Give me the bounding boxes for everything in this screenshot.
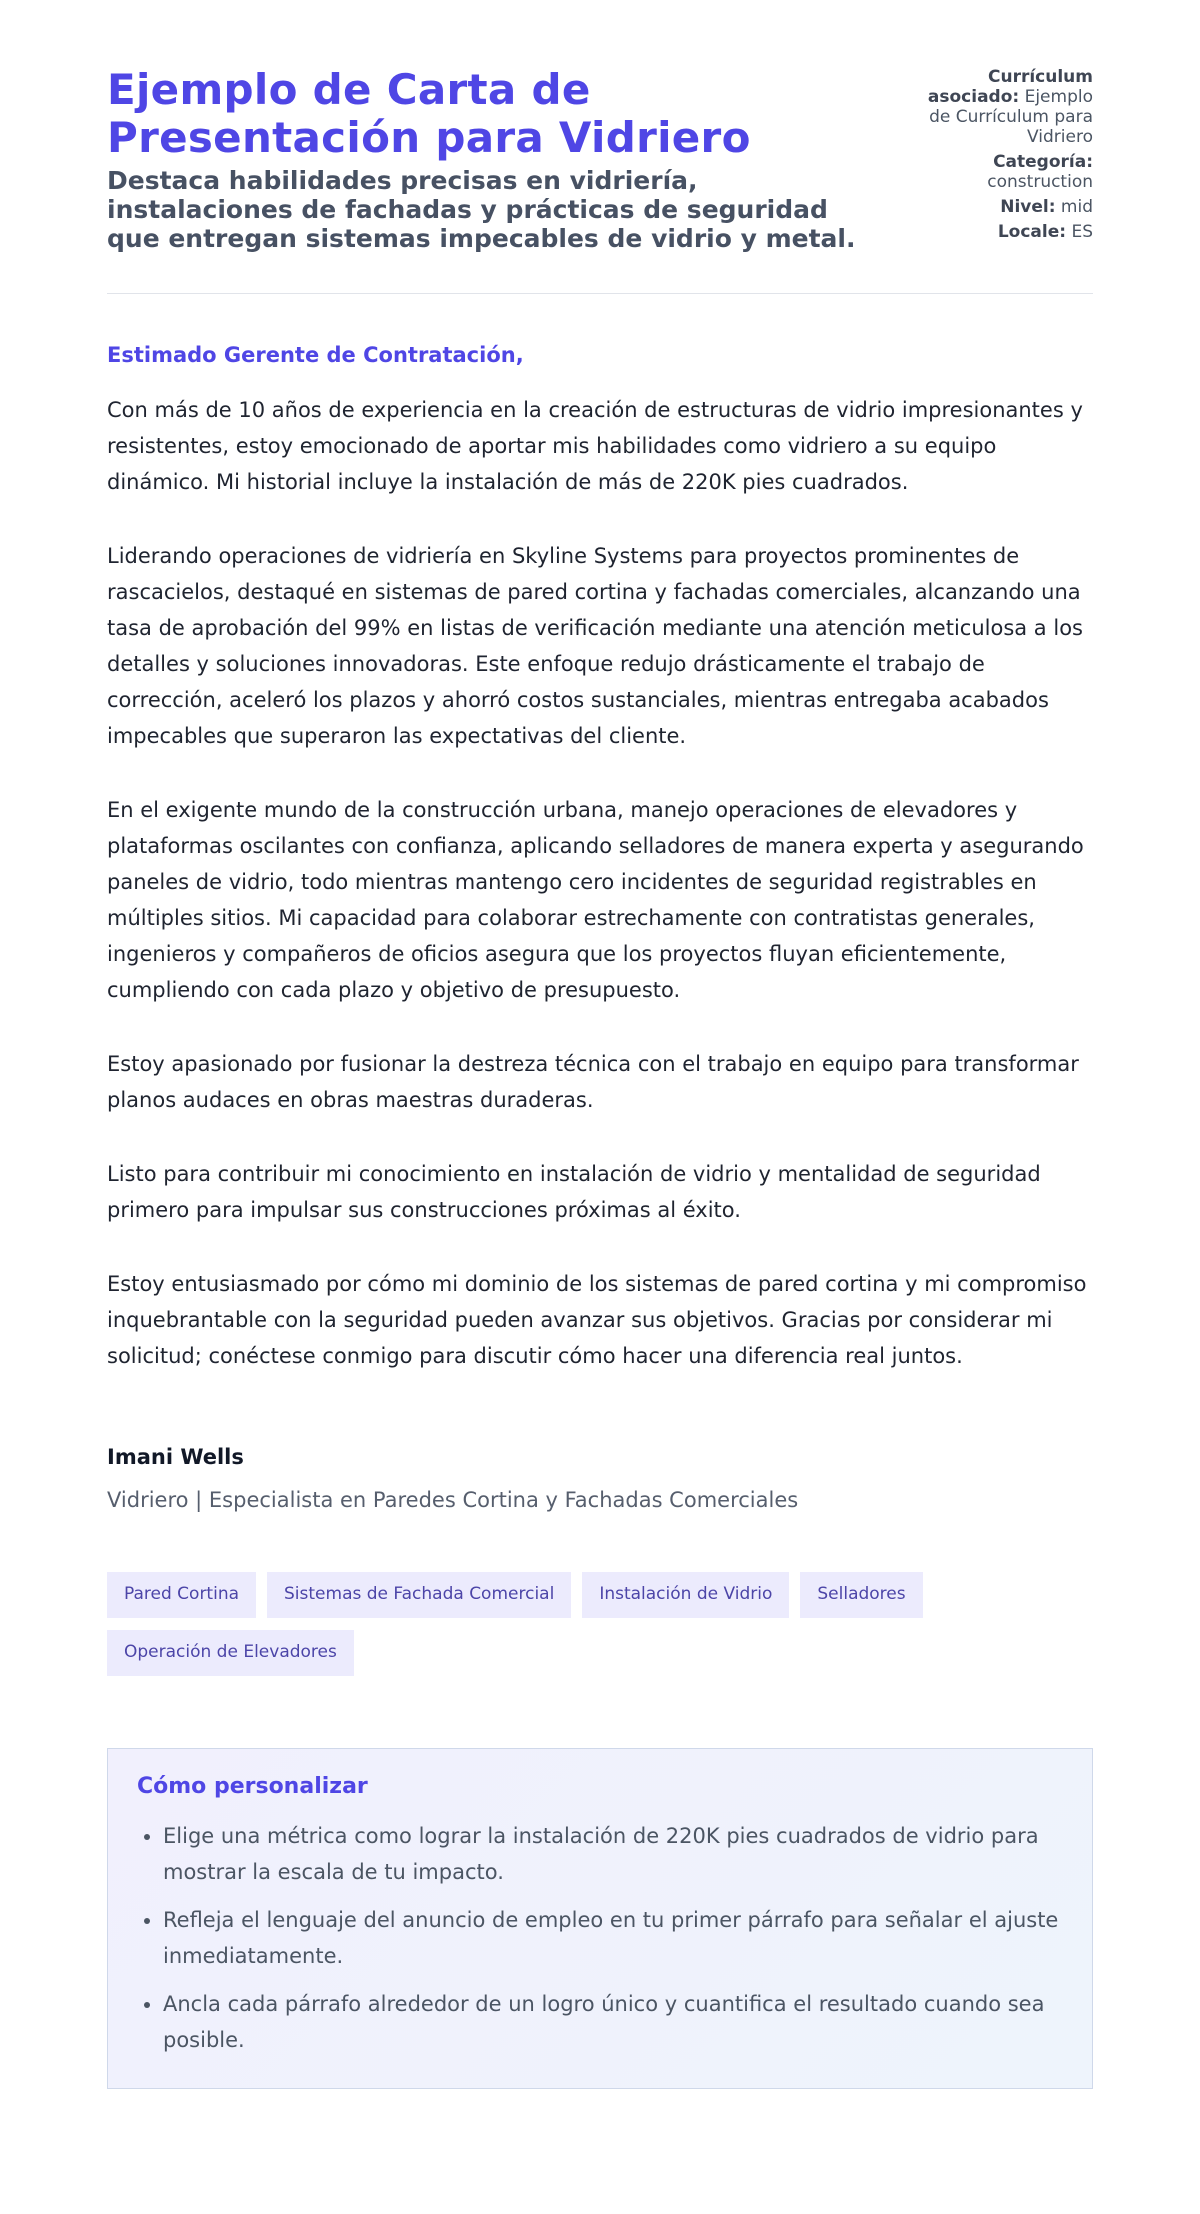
- letter-paragraph: Estoy apasionado por fusionar la destreza técnica con el trabajo en equipo para transformar planos audaces en obras maestras duraderas.: [107, 1052, 1079, 1112]
- skill-tag[interactable]: Instalación de Vidrio: [582, 1572, 789, 1618]
- tip-item: • Refleja el lenguaje del anuncio de empleo en tu primer párrafo para señalar el ajuste inmediatamente.: [163, 1902, 1063, 1974]
- header: [107, 0, 1093, 253]
- letter-paragraph: En el exigente mundo de la construcción urbana, manejo operaciones de elevadores y plataformas oscilantes con confianza, aplicando selladores de manera experta y asegurando paneles de vidrio, todo mientras mantengo cero incidentes de seguridad registrables en múltiples sitios. Mi capacidad para colaborar estrechamente con contratistas generales, ingenieros y compañeros de oficios asegura que los proyectos fluyan eficientemente, cumpliendo con cada plazo y objetivo de presupuesto.: [107, 798, 1084, 1002]
- tip-item: • Elige una métrica como lograr la instalación de 220K pies cuadrados de vidrio para mostrar la escala de tu impacto.: [163, 1818, 1063, 1890]
- page-title: Ejemplo de Carta de Presentación para Vidriero: [107, 65, 751, 162]
- meta-category-value: construction: [987, 172, 1093, 192]
- tips-list: [137, 1818, 1063, 2058]
- letter-paragraph: Listo para contribuir mi conocimiento en instalación de vidrio y mentalidad de seguridad primero para impulsar sus construcciones próximas al éxito.: [107, 1162, 1041, 1222]
- meta-category-label: Categoría:: [993, 152, 1093, 172]
- meta-panel: [903, 66, 1093, 253]
- skill-tag[interactable]: Pared Cortina: [107, 1572, 256, 1618]
- signature-role: Vidriero | Especialista en Paredes Cortina y Fachadas Comerciales: [107, 1488, 799, 1512]
- meta-locale: [903, 222, 1093, 242]
- signature-name: Imani Wells: [107, 1445, 244, 1469]
- letter-salutation: Estimado Gerente de Contratación,: [107, 343, 524, 367]
- skill-tag[interactable]: Sistemas de Fachada Comercial: [267, 1572, 571, 1618]
- letter-paragraph: Liderando operaciones de vidriería en Skyline Systems para proyectos prominentes de rascacielos, destaqué en sistemas de pared cortina y fachadas comerciales, alcanzando una tasa de aprobación del 99% en listas de verificación mediante una atención meticulosa a los detalles y soluciones innovadoras. Este enfoque redujo drásticamente el trabajo de corrección, aceleró los plazos y ahorró costos sustanciales, mientras entregaba acabados impecables que superaron las expectativas del cliente.: [107, 544, 1083, 748]
- meta-resume: [903, 67, 1093, 147]
- meta-resume-value[interactable]: Ejemplo de Currículum para Vidriero: [929, 87, 1093, 147]
- page-subtitle: Destaca habilidades precisas en vidriería, instalaciones de fachadas y prácticas de seguridad que entregan sistemas impecables de vidrio y metal.: [107, 166, 856, 253]
- tip-item: • Ancla cada párrafo alrededor de un logro único y cuantifica el resultado cuando sea posible.: [163, 1986, 1063, 2058]
- meta-level-label: Nivel:: [1000, 197, 1056, 217]
- header-divider: [107, 293, 1093, 294]
- letter-paragraph: Estoy entusiasmado por cómo mi dominio de los sistemas de pared cortina y mi compromiso inquebrantable con la seguridad pueden avanzar sus objetivos. Gracias por considerar mi solicitud; conéctese conmigo para discutir cómo hacer una diferencia real juntos.: [107, 1272, 1087, 1368]
- customization-tips: [107, 1748, 1093, 2089]
- signature: [107, 1444, 1093, 1514]
- skill-tags: [107, 1572, 1093, 1688]
- skill-tag[interactable]: Operación de Elevadores: [107, 1630, 354, 1676]
- letter-body: [107, 392, 1093, 1374]
- meta-locale-value: ES: [1071, 222, 1093, 242]
- tips-title: Cómo personalizar: [137, 1774, 368, 1799]
- header-left: [107, 66, 887, 253]
- letter-paragraph: Con más de 10 años de experiencia en la creación de estructuras de vidrio impresionantes y resistentes, estoy emocionado de aportar mis habilidades como vidriero a su equipo dinámico. Mi historial incluye la instalación de más de 220K pies cuadrados.: [107, 398, 1083, 494]
- meta-category: [903, 152, 1093, 192]
- meta-locale-label: Locale:: [997, 222, 1067, 242]
- meta-resume-label: Currículum asociado:: [927, 67, 1093, 107]
- meta-level-value: mid: [1060, 197, 1093, 217]
- meta-level: [903, 197, 1093, 217]
- skill-tag[interactable]: Selladores: [800, 1572, 922, 1618]
